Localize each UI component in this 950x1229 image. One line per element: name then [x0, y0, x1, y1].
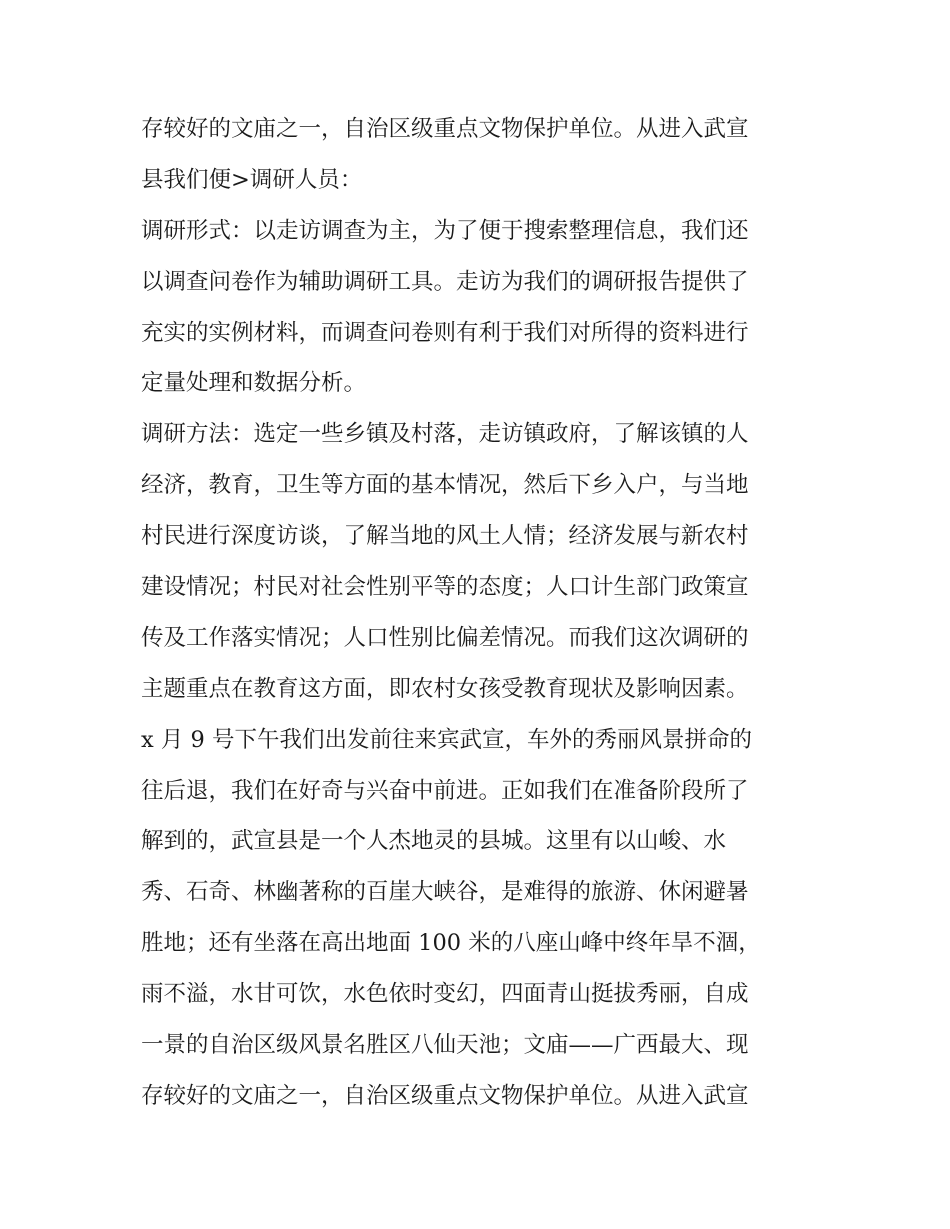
- text-line: 经济，教育，卫生等方面的基本情况，然后下乡入户，与当地: [141, 472, 749, 499]
- text-line: 村民进行深度访谈，了解当地的风土人情；经济发展与新农村: [141, 523, 749, 550]
- text-line: 秀、石奇、林幽著称的百崖大峡谷，是难得的旅游、休闲避暑: [141, 879, 749, 906]
- text-line: 定量处理和数据分析。: [141, 370, 367, 397]
- body-text: [141, 104, 821, 1122]
- text-line: 县我们便>调研人员：: [141, 166, 363, 193]
- text-line: 充实的实例材料，而调查问卷则有利于我们对所得的资料进行: [141, 319, 749, 346]
- text-line: 调研形式：以走访调查为主，为了便于搜索整理信息，我们还: [141, 217, 749, 244]
- text-line: 解到的，武宣县是一个人杰地灵的县城。这里有以山峻、水: [141, 828, 727, 855]
- text-line: 主题重点在教育这方面，即农村女孩受教育现状及影响因素。: [141, 675, 749, 702]
- text-line: 调研方法：选定一些乡镇及村落，走访镇政府，了解该镇的人: [141, 421, 749, 448]
- text-line: 往后退，我们在好奇与兴奋中前进。正如我们在准备阶段所了: [141, 777, 749, 804]
- text-line: 建设情况；村民对社会性别平等的态度；人口计生部门政策宣: [141, 574, 749, 601]
- text-line: 传及工作落实情况；人口性别比偏差情况。而我们这次调研的: [141, 624, 749, 651]
- text-line: 以调查问卷作为辅助调研工具。走访为我们的调研报告提供了: [141, 268, 749, 295]
- text-line: 存较好的文庙之一，自治区级重点文物保护单位。从进入武宣: [141, 116, 749, 142]
- text-line: 雨不溢，水甘可饮，水色依时变幻，四面青山挺拔秀丽，自成: [141, 981, 749, 1008]
- text-line: 胜地；还有坐落在高出地面 100 米的八座山峰中终年旱不涸，: [141, 930, 761, 957]
- text-line: 存较好的文庙之一，自治区级重点文物保护单位。从进入武宣: [141, 1082, 749, 1109]
- text-line: x 月 9 号下午我们出发前往来宾武宣，车外的秀丽风景拼命的: [141, 726, 752, 753]
- text-line: 一景的自治区级风景名胜区八仙天池；文庙——广西最大、现: [141, 1032, 749, 1059]
